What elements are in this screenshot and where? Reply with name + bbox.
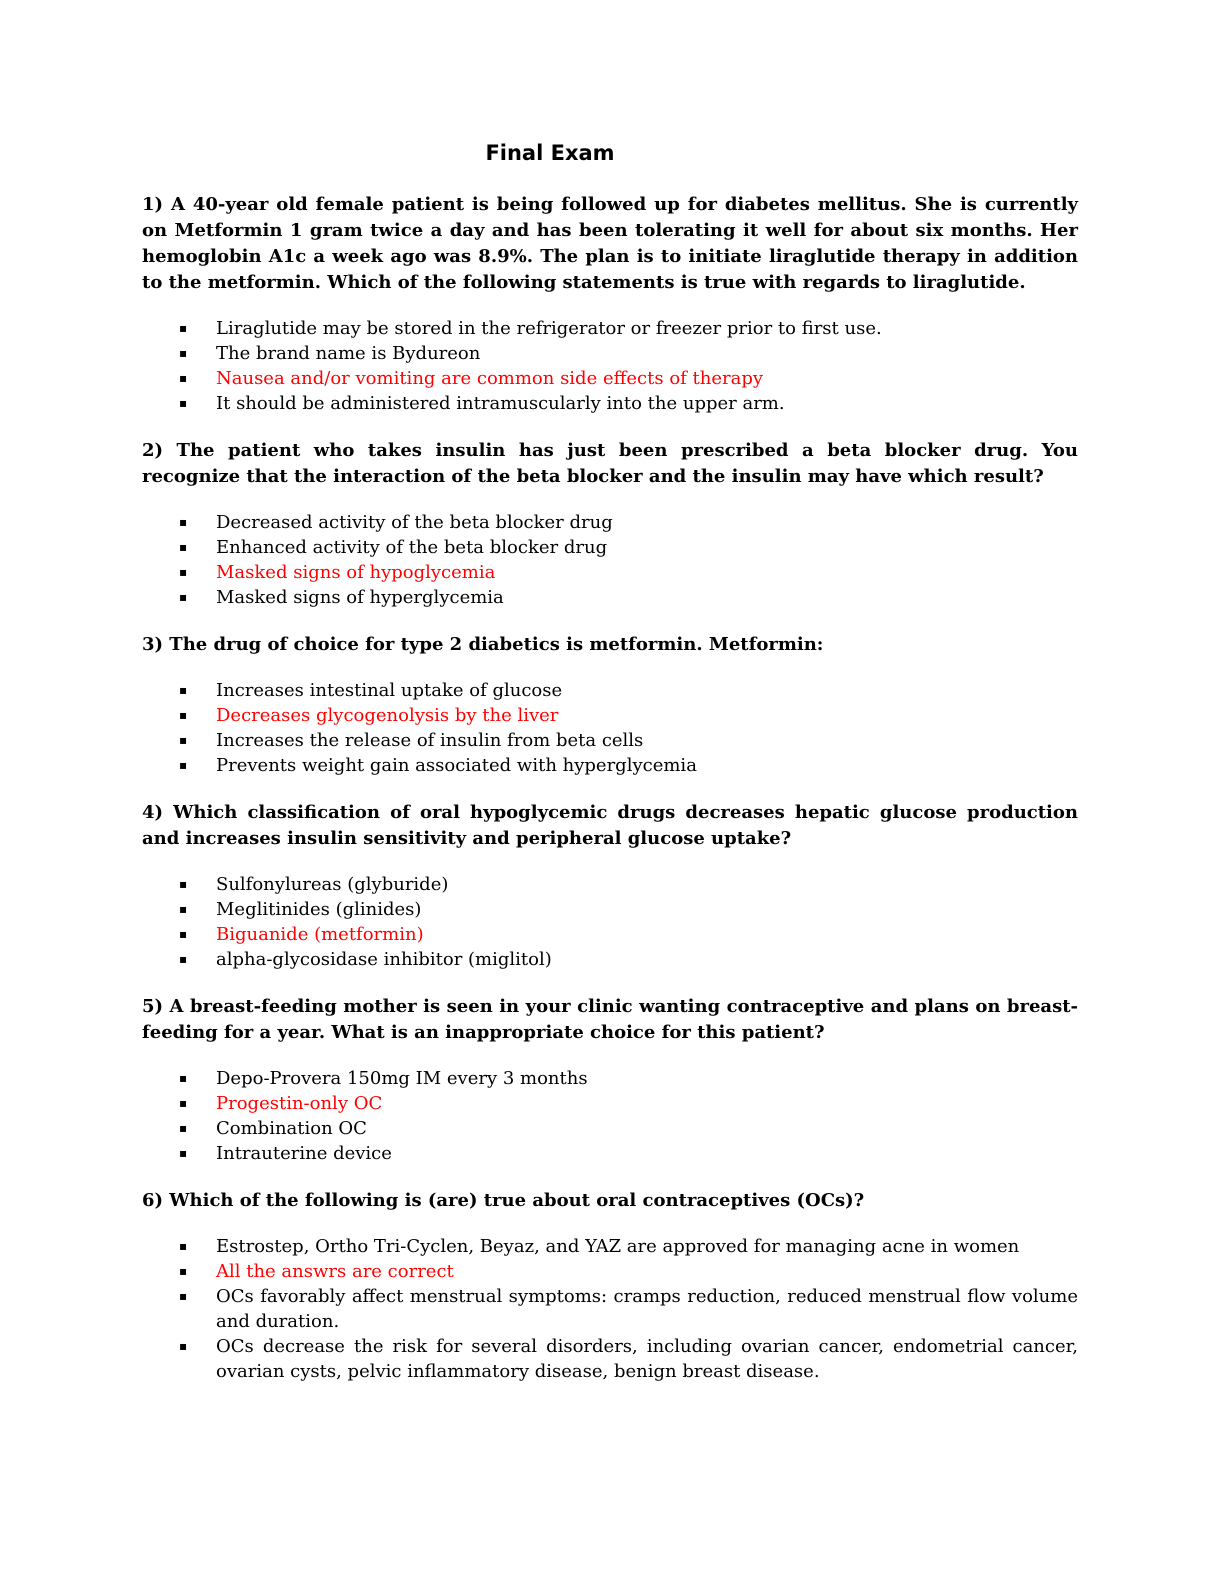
question-block-4 <box>142 800 1078 972</box>
options-list <box>142 510 1078 610</box>
answer-option-text: Depo-Provera 150mg IM every 3 months <box>216 1068 588 1089</box>
answer-option-text: Decreases glycogenolysis by the liver <box>216 705 559 726</box>
answer-option <box>142 1091 1078 1116</box>
bullet-square-icon: ▪ <box>179 683 188 697</box>
answer-option-text: Combination OC <box>216 1118 367 1139</box>
answer-option <box>142 341 1078 366</box>
answer-option <box>142 510 1078 535</box>
bullet-square-icon: ▪ <box>179 1071 188 1085</box>
question-prompt: 6) Which of the following is (are) true about oral contraceptives (OCs)? <box>142 1190 865 1211</box>
question-prompt: 3) The drug of choice for type 2 diabetics is metformin. Metformin: <box>142 634 824 655</box>
question-block-2 <box>142 438 1078 610</box>
answer-option <box>142 560 1078 585</box>
question-block-3 <box>142 632 1078 778</box>
bullet-square-icon: ▪ <box>179 371 188 385</box>
answer-option <box>142 366 1078 391</box>
page-title: Final Exam <box>485 141 615 165</box>
question-prompt: 1) A 40-year old female patient is being followed up for diabetes mellitus. She is currently on Metformin 1 gram twice a day and has been tolerating it well for about six months. Her hemoglobin A1c a week ago was 8.9%. The plan is to initiate liraglutide therapy in addition to the metformin. Which of the following statements is true with regards to liraglutide. <box>142 194 1078 293</box>
options-list <box>142 678 1078 778</box>
bullet-square-icon: ▪ <box>179 708 188 722</box>
answer-option <box>142 391 1078 416</box>
answer-option <box>142 585 1078 610</box>
answer-option <box>142 872 1078 897</box>
answer-option <box>142 678 1078 703</box>
bullet-square-icon: ▪ <box>179 321 188 335</box>
bullet-square-icon: ▪ <box>179 902 188 916</box>
options-list <box>142 872 1078 972</box>
answer-option-text: The brand name is Bydureon <box>216 343 481 364</box>
answer-option <box>142 897 1078 922</box>
question-block-5 <box>142 994 1078 1166</box>
bullet-square-icon: ▪ <box>179 1239 188 1253</box>
bullet-square-icon: ▪ <box>179 733 188 747</box>
bullet-square-icon: ▪ <box>179 927 188 941</box>
bullet-square-icon: ▪ <box>179 540 188 554</box>
bullet-square-icon: ▪ <box>179 346 188 360</box>
question-prompt: 5) A breast-feeding mother is seen in your clinic wanting contraceptive and plans on breast-feeding for a year. What is an inappropriate choice for this patient? <box>142 996 1078 1043</box>
answer-option-text: Estrostep, Ortho Tri-Cyclen, Beyaz, and YAZ are approved for managing acne in women <box>216 1236 1020 1257</box>
answer-option <box>142 1334 1078 1384</box>
options-list <box>142 1066 1078 1166</box>
options-list <box>142 1234 1078 1384</box>
answer-option-text: Meglitinides (glinides) <box>216 899 422 920</box>
answer-option <box>142 535 1078 560</box>
bullet-square-icon: ▪ <box>179 758 188 772</box>
answer-option-text: OCs decrease the risk for several disorders, including ovarian cancer, endometrial cancer, ovarian cysts, pelvic inflammatory disease, benign breast disease. <box>216 1336 1078 1382</box>
question-block-1 <box>142 192 1078 416</box>
answer-option <box>142 1141 1078 1166</box>
answer-option-text: Masked signs of hypoglycemia <box>216 562 496 583</box>
answer-option-text: Biguanide (metformin) <box>216 924 424 945</box>
bullet-square-icon: ▪ <box>179 1289 188 1303</box>
bullet-square-icon: ▪ <box>179 1264 188 1278</box>
answer-option-text: All the answrs are correct <box>216 1261 454 1282</box>
answer-option-text: OCs favorably affect menstrual symptoms: cramps reduction, reduced menstrual flow volume and duration. <box>216 1286 1078 1332</box>
answer-option <box>142 1116 1078 1141</box>
answer-option <box>142 728 1078 753</box>
answer-option <box>142 947 1078 972</box>
answer-option <box>142 1284 1078 1334</box>
answer-option-text: It should be administered intramuscularly into the upper arm. <box>216 393 785 414</box>
bullet-square-icon: ▪ <box>179 952 188 966</box>
answer-option-text: Prevents weight gain associated with hyperglycemia <box>216 755 697 776</box>
bullet-square-icon: ▪ <box>179 1146 188 1160</box>
bullet-square-icon: ▪ <box>179 590 188 604</box>
bullet-square-icon: ▪ <box>179 515 188 529</box>
bullet-square-icon: ▪ <box>179 1096 188 1110</box>
question-block-6 <box>142 1188 1078 1384</box>
question-prompt: 4) Which classification of oral hypoglycemic drugs decreases hepatic glucose production and increases insulin sensitivity and peripheral glucose uptake? <box>142 802 1078 849</box>
answer-option-text: Masked signs of hyperglycemia <box>216 587 504 608</box>
answer-option-text: Decreased activity of the beta blocker drug <box>216 512 613 533</box>
answer-option-text: alpha-glycosidase inhibitor (miglitol) <box>216 949 552 970</box>
answer-option <box>142 922 1078 947</box>
bullet-square-icon: ▪ <box>179 396 188 410</box>
answer-option <box>142 703 1078 728</box>
question-prompt: 2) The patient who takes insulin has just been prescribed a beta blocker drug. You recognize that the interaction of the beta blocker and the insulin may have which result? <box>142 440 1078 487</box>
answer-option-text: Intrauterine device <box>216 1143 392 1164</box>
answer-option-text: Sulfonylureas (glyburide) <box>216 874 449 895</box>
answer-option <box>142 753 1078 778</box>
answer-option-text: Increases the release of insulin from beta cells <box>216 730 644 751</box>
bullet-square-icon: ▪ <box>179 1121 188 1135</box>
answer-option <box>142 316 1078 341</box>
bullet-square-icon: ▪ <box>179 565 188 579</box>
bullet-square-icon: ▪ <box>179 1339 188 1353</box>
answer-option-text: Enhanced activity of the beta blocker drug <box>216 537 608 558</box>
answer-option <box>142 1234 1078 1259</box>
answer-option-text: Progestin-only OC <box>216 1093 383 1114</box>
answer-option-text: Nausea and/or vomiting are common side effects of therapy <box>216 368 764 389</box>
answer-option-text: Liraglutide may be stored in the refrigerator or freezer prior to first use. <box>216 318 882 339</box>
answer-option-text: Increases intestinal uptake of glucose <box>216 680 563 701</box>
bullet-square-icon: ▪ <box>179 877 188 891</box>
answer-option <box>142 1066 1078 1091</box>
options-list <box>142 316 1078 416</box>
answer-option <box>142 1259 1078 1284</box>
